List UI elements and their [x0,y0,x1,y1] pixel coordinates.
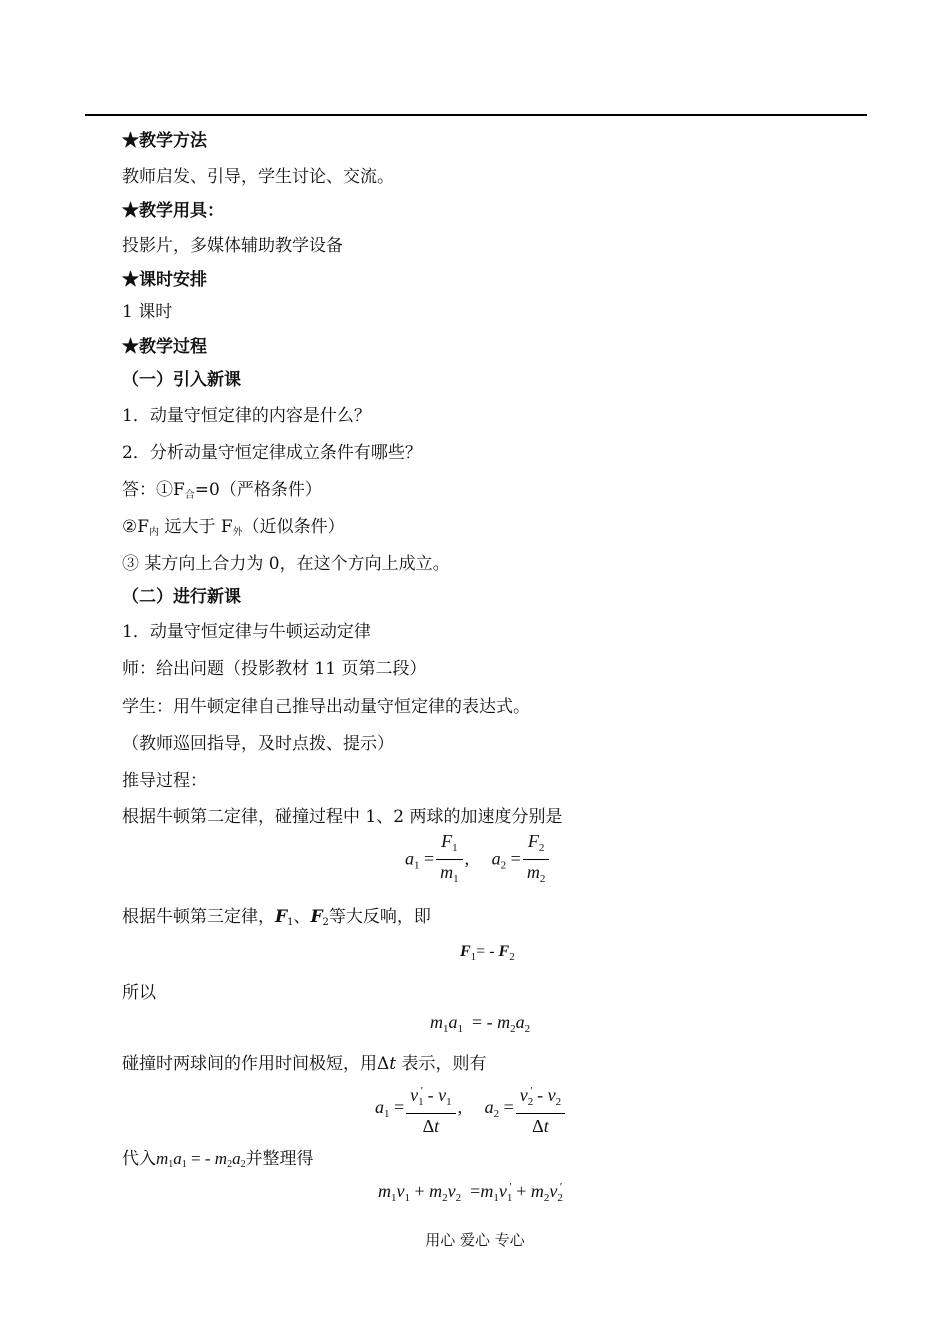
newton3-suffix: 等大反响，即 [328,907,431,927]
schedule-body: 1 课时 [122,302,173,322]
heading-part1: （一）引入新课 [122,370,241,390]
collision-suffix: 表示，则有 [401,1054,487,1074]
answer-2 [122,516,345,544]
substitute-line: 代入$m_1a_1$ = - $m_2a_2$并整理得 [122,1149,314,1170]
momentum-conservation-formula: $m_1v_1 + m_2v_2 =m_1v_1' + m_2v_2'$ [378,1181,563,1204]
answer-2-prefix: ②F [122,517,150,537]
newton2-line: 根据牛顿第二定律，碰撞过程中 1、2 两球的加速度分别是 [122,807,563,827]
third-law-formula: $F_1= - F_2$ [460,943,515,963]
question-2: 2．分析动量守恒定律成立条件有哪些？ [122,443,422,463]
answer-1-prefix: 答：①F [122,480,185,500]
answer-1-sub: 合 [184,490,195,501]
heading-teaching-method: ★教学方法 [122,131,207,151]
heading-teaching-tools: ★教学用具： [122,201,224,221]
substitute-prefix: 代入 [122,1149,156,1169]
teacher-line: 师：给出问题（投影教材 11 页第二段） [122,659,427,679]
heading-teaching-process: ★教学过程 [122,337,207,357]
answer-1 [122,479,322,507]
teaching-method-body: 教师启发、引导，学生讨论、交流。 [122,167,394,187]
student-line: 学生：用牛顿定律自己推导出动量守恒定律的表达式。 [122,697,530,717]
acceleration-formula: $a_1$ = $\frac{F_1}{m_1}$ , $a_2$ = $\frac{F_2}{m_2}$ [405,830,551,891]
topic-1: 1．动量守恒定律与牛顿运动定律 [122,622,371,642]
derivation-label: 推导过程： [122,771,207,791]
answer-1-suffix: =0（严格条件） [194,480,322,500]
substitute-suffix: 并整理得 [245,1149,314,1169]
header-rule [85,114,867,116]
page-footer: 用心 爱心 专心 [425,1231,525,1249]
velocity-change-formula: $a_1$ = $\frac{v_1' - v_1}{\Delta t}$ , $a_2$ = $\frac{v_2' - v_2}{\Delta t}$ [375,1080,567,1138]
question-1: 1．动量守恒定律的内容是什么？ [122,406,371,426]
answer-2-suffix: （近似条件） [242,517,345,537]
momentum-force-formula: $m_1a_1$ = - $m_2a_2$ [430,1012,531,1035]
answer-2-mid: 远大于 F [159,517,233,537]
newton3-prefix: 根据牛顿第三定律， [122,907,275,927]
answer-2-sub-inner: 内 [149,527,160,538]
answer-2-sub-outer: 外 [232,527,243,538]
collision-prefix: 碰撞时两球间的作用时间极短，用 [122,1054,377,1074]
heading-schedule: ★课时安排 [122,270,207,290]
collision-line: 碰撞时两球间的作用时间极短，用Δt 表示，则有 [122,1054,487,1074]
teaching-tools-body: 投影片，多媒体辅助教学设备 [122,236,343,256]
so-label: 所以 [122,983,156,1003]
teacher-note: （教师巡回指导，及时点拨、提示） [122,734,394,754]
newton3-line: 根据牛顿第三定律，$F_1$、$F_2$等大反响，即 [122,907,431,928]
heading-part2: （二）进行新课 [122,587,241,607]
answer-3: ③ 某方向上合力为 0，在这个方向上成立。 [122,554,450,574]
